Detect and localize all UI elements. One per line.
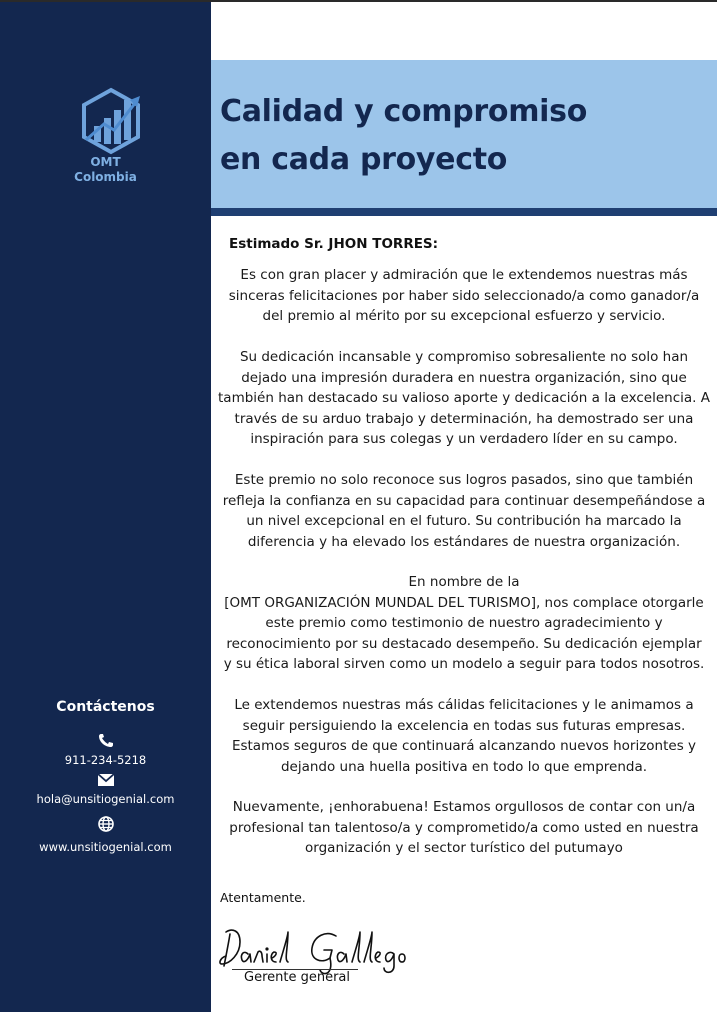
contact-phone[interactable]: 911-234-5218 <box>64 753 147 767</box>
org-name-line2: Colombia <box>74 170 137 184</box>
page-title <box>220 88 587 184</box>
globe-icon <box>96 816 116 832</box>
company-logo-icon <box>78 86 144 156</box>
paragraph-line: del premio al mérito por su excepcional esfuerzo y servicio. <box>262 308 666 324</box>
paragraph-line: refleja la confianza en su capacidad para continuar desempeñándose a <box>222 492 706 509</box>
paragraph-line: [OMT ORGANIZACIÓN MUNDAL DEL TURISMO], nos complace otorgarle <box>224 594 704 611</box>
paragraph-line: un nivel excepcional en el futuro. Su contribución ha marcado la <box>246 513 682 529</box>
paragraph-line: profesional tan talentoso/a y comprometido/a como usted en nuestra <box>229 819 699 836</box>
handwritten-signature <box>218 920 428 976</box>
paragraph-line: En nombre de la <box>408 574 520 590</box>
paragraph-line: Nuevamente, ¡enhorabuena! Estamos orgullosos de contar con un/a <box>232 799 696 815</box>
paragraph-line: Este premio no solo reconoce sus logros pasados, sino que también <box>234 472 694 488</box>
letter-paragraph-1 <box>216 265 712 327</box>
paragraph-line: Su dedicación incansable y compromiso sobresaliente no solo han <box>239 349 689 365</box>
paragraph-line: reconocimiento por su destacado desempeño. Su dedicación ejemplar <box>226 635 702 652</box>
paragraph-line: diferencia y ha elevado los estándares de nuestra organización. <box>247 533 681 550</box>
letter-paragraph-3 <box>216 470 712 552</box>
org-name-line1: OMT <box>90 155 121 169</box>
paragraph-line: inspiración para sus colegas y un verdadero líder en su campo. <box>250 431 678 447</box>
letter-paragraph-5 <box>216 695 712 777</box>
paragraph-line: este premio como testimonio de nuestro agradecimiento y <box>265 615 663 631</box>
paragraph-line: y su ética laboral sirven como un modelo a seguir para todos nosotros. <box>223 656 705 672</box>
salutation: Estimado Sr. JHON TORRES: <box>229 236 439 252</box>
paragraph-line: través de su arduo trabajo y determinación, ha demostrado ser una <box>234 410 694 427</box>
paragraph-line: Le extendemos nuestras más cálidas felicitaciones y le animamos a <box>234 697 694 713</box>
paragraph-line: Es con gran placer y admiración que le extendemos nuestras más <box>240 267 688 283</box>
title-banner-bar <box>211 208 717 216</box>
contact-website[interactable]: www.unsitiogenial.com <box>39 840 172 854</box>
sidebar <box>0 2 211 1012</box>
paragraph-line: dejando una huella positiva en todo lo que emprenda. <box>280 758 648 775</box>
title-line-1: Calidad y compromiso <box>220 94 588 129</box>
letter-paragraph-4 <box>216 572 712 675</box>
closing-text: Atentamente. <box>220 890 306 905</box>
paragraph-line: Estamos seguros de que continuará alcanzando nuevos horizontes y <box>231 738 697 754</box>
contact-title: Contáctenos <box>56 699 155 715</box>
paragraph-line: organización y el sector turístico del putumayo <box>305 840 623 856</box>
paragraph-line: dejado una impresión duradera en nuestra organización, sino que <box>241 369 687 386</box>
paragraph-line: seguir persiguiendo la excelencia en todas sus futuras empresas. <box>242 717 686 734</box>
contact-email[interactable]: hola@unsitiogenial.com <box>36 792 175 806</box>
paragraph-line: también han destacado su valioso aporte y dedicación a la excelencia. A <box>218 390 710 406</box>
phone-icon <box>96 732 116 748</box>
paragraph-line: sinceras felicitaciones por haber sido seleccionado/a como ganador/a <box>228 287 700 304</box>
signer-role: Gerente general <box>244 970 351 985</box>
envelope-icon <box>96 772 116 788</box>
letter-paragraph-6 <box>216 797 712 859</box>
title-line-2: en cada proyecto <box>220 142 508 177</box>
letter-paragraph-2 <box>216 347 712 450</box>
